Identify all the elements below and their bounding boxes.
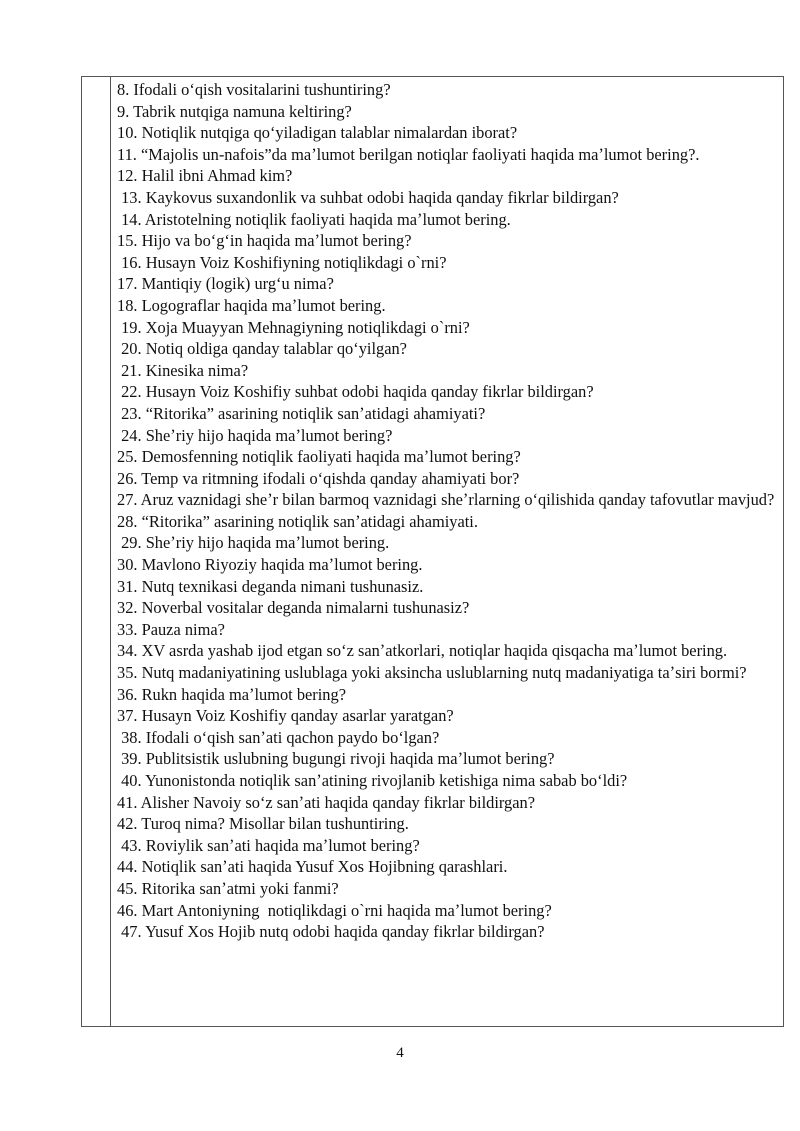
question-item: 44. Notiqlik sanʼati haqida Yusuf Xos Hojibning qarashlari.: [117, 857, 508, 877]
question-item: 28. “Ritorika” asarining notiqlik sanʼatidagi ahamiyati.: [117, 511, 478, 531]
question-item: 22. Husayn Voiz Koshifiy suhbat odobi haqida qanday fikrlar bildirgan?: [117, 382, 594, 402]
question-item: 38. Ifodali oʻqish sanʼati qachon paydo boʻlgan?: [117, 727, 440, 747]
question-item: 21. Kinesika nima?: [117, 360, 249, 380]
question-item: 29. Sheʼriy hijo haqida maʼlumot bering.: [117, 533, 390, 553]
question-item: 17. Mantiqiy (logik) urgʻu nima?: [117, 274, 334, 294]
question-item: 19. Xoja Muayyan Mehnagiyning notiqlikdagi o`rni?: [117, 317, 470, 337]
question-item: 23. “Ritorika” asarining notiqlik sanʼatidagi ahamiyati?: [117, 403, 486, 423]
page-number: 4: [396, 1045, 404, 1061]
question-item: 40. Yunonistonda notiqlik sanʼatining rivojlanib ketishiga nima sabab boʻldi?: [117, 771, 628, 790]
number-column: [82, 77, 111, 1026]
question-list: [117, 79, 775, 943]
question-item: 24. Sheʼriy hijo haqida maʼlumot bering?: [117, 425, 393, 445]
question-item: 8. Ifodali oʻqish vositalarini tushuntiring?: [117, 80, 391, 99]
question-item: 47. Yusuf Xos Hojib nutq odobi haqida qanday fikrlar bildirgan?: [117, 922, 545, 942]
question-item: 15. Hijo va boʻgʻin haqida maʼlumot bering?: [117, 231, 412, 251]
question-item: 42. Turoq nima? Misollar bilan tushuntiring.: [117, 814, 409, 834]
question-item: 33. Pauza nima?: [117, 619, 225, 639]
question-item: 30. Mavlono Riyoziy haqida maʼlumot bering.: [117, 555, 423, 575]
question-item: 12. Halil ibni Ahmad kim?: [117, 166, 293, 186]
question-item: 41. Alisher Navoiy soʻz sanʼati haqida qanday fikrlar bildirgan?: [117, 792, 535, 812]
question-item: 16. Husayn Voiz Koshifiyning notiqlikdagi o`rni?: [117, 252, 447, 272]
question-item: 18. Logograflar haqida maʼlumot bering.: [117, 295, 386, 315]
question-item: 36. Rukn haqida maʼlumot bering?: [117, 684, 346, 704]
question-item: 34. XV asrda yashab ijod etgan soʻz sanʼatkorlari, notiqlar haqida qisqacha maʼlumot bering.: [117, 641, 728, 661]
question-item: 35. Nutq madaniyatining uslublaga yoki aksincha uslublarning nutq madaniyatiga taʼsiri bormi?: [117, 663, 747, 683]
question-item: 45. Ritorika sanʼatmi yoki fanmi?: [117, 878, 339, 898]
question-item: 11. “Majolis un-nafois”da maʼlumot berilgan notiqlar faoliyati haqida maʼlumot bering?.: [117, 144, 700, 164]
question-item: 26. Temp va ritmning ifodali oʻqishda qanday ahamiyati bor?: [117, 468, 520, 488]
question-item: 20. Notiq oldiga qanday talablar qoʻyilgan?: [117, 339, 407, 359]
question-item: 31. Nutq texnikasi deganda nimani tushunasiz.: [117, 576, 424, 596]
question-item: 39. Publitsistik uslubning bugungi rivoji haqida maʼlumot bering?: [117, 749, 555, 769]
question-item: 43. Roviylik sanʼati haqida maʼlumot bering?: [117, 835, 420, 855]
question-item: 9. Tabrik nutqiga namuna keltiring?: [117, 101, 352, 121]
question-item: 10. Notiqlik nutqiga qoʻyiladigan talablar nimalardan iborat?: [117, 123, 518, 143]
question-item: 25. Demosfenning notiqlik faoliyati haqida maʼlumot bering?: [117, 447, 521, 467]
question-item: 46. Mart Antoniyning notiqlikdagi o`rni haqida maʼlumot bering?: [117, 900, 552, 920]
question-table: [81, 76, 784, 1027]
question-item: 32. Noverbal vositalar deganda nimalarni tushunasiz?: [117, 598, 470, 618]
question-item: 37. Husayn Voiz Koshifiy qanday asarlar yaratgan?: [117, 706, 454, 726]
question-item: 27. Aruz vaznidagi sheʼr bilan barmoq vaznidagi sheʼrlarning oʻqilishida qanday tafovutlar mavjud?: [117, 490, 775, 510]
question-item: 14. Aristotelning notiqlik faoliyati haqida maʼlumot bering.: [117, 209, 511, 229]
question-item: 13. Kaykovus suxandonlik va suhbat odobi haqida qanday fikrlar bildirgan?: [117, 187, 619, 207]
